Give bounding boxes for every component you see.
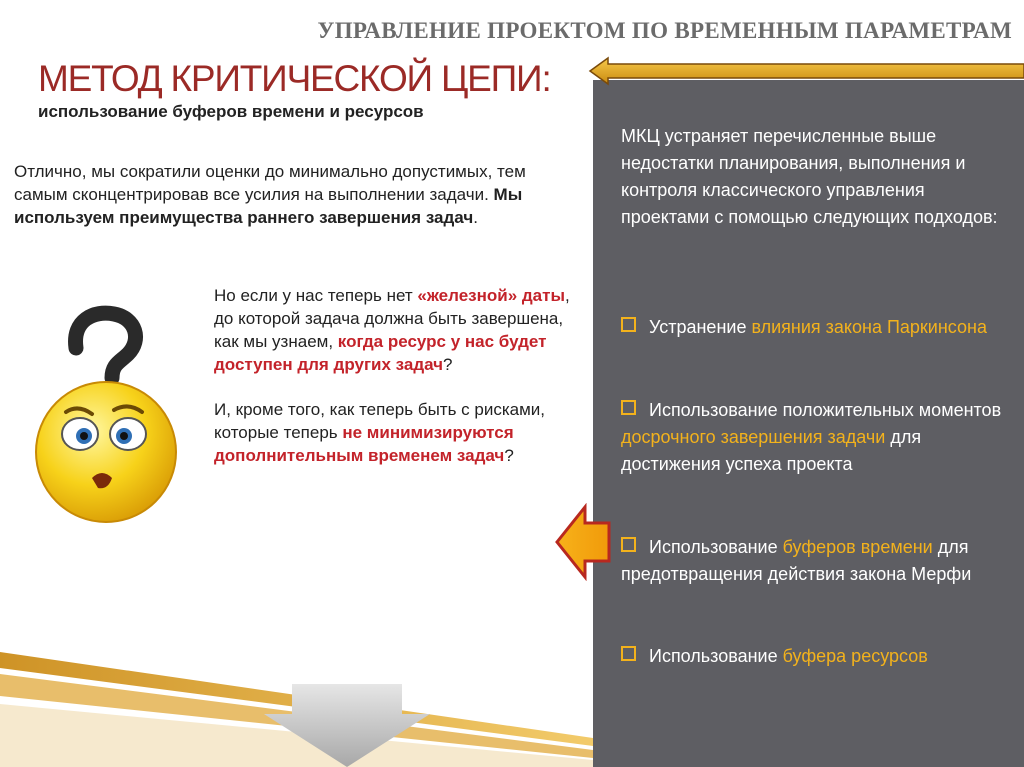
arrow-down-icon <box>262 684 432 767</box>
approaches-panel <box>593 80 1024 767</box>
approach-item-3: Использование буферов времени для предотвращения действия закона Мерфи <box>621 537 972 584</box>
approach-item-2: Использование положительных моментов досрочного завершения задачи для достижения успеха проекта <box>621 400 1002 474</box>
slide-header-title: УПРАВЛЕНИЕ ПРОЕКТОМ ПО ВРЕМЕННЫМ ПАРАМЕТРАМ <box>317 18 1012 43</box>
checkbox-bullet-icon <box>621 537 636 552</box>
question-block <box>214 284 574 489</box>
arrow-left-icon <box>588 56 1024 86</box>
checkbox-bullet-icon <box>621 317 636 332</box>
question-paragraph-2: И, кроме того, как теперь быть с рисками, которые теперь не минимизируются дополнительным временем задач? <box>214 400 545 465</box>
question1-highlight-1: «железной» даты <box>417 286 565 305</box>
page-title: МЕТОД КРИТИЧЕСКОЙ ЦЕПИ: <box>38 58 551 99</box>
item-4-text: Использование <box>649 646 783 666</box>
intro-paragraph: Отлично, мы сократили оценки до минимально допустимых, тем самым сконцентрировав все усилия на выполнении задачи. Мы используем преимущества раннего завершения задач. <box>14 162 526 227</box>
approach-item-4 <box>621 643 1016 670</box>
item-1-text: Устранение <box>649 317 752 337</box>
item-1-highlight: влияния закона Паркинсона <box>751 317 987 337</box>
confused-smiley-icon <box>28 300 188 530</box>
question-paragraph-1: Но если у нас теперь нет «железной» даты, до которой задача должна быть завершена, как мы узнаем, когда ресурс у нас будет доступен для других задач? <box>214 286 570 374</box>
approach-item-1 <box>621 314 1016 341</box>
intro-bold-text: Мы используем преимущества раннего завершения задач <box>14 185 523 227</box>
item-4-highlight: буфера ресурсов <box>782 646 928 666</box>
question1-highlight-2: когда ресурс у нас будет доступен для других задач <box>214 332 547 374</box>
checkbox-bullet-icon <box>621 400 636 415</box>
item-2-text: Использование положительных моментов <box>649 400 1002 420</box>
item-3-text: Использование <box>649 537 783 557</box>
item-3-highlight: буферов времени <box>782 537 933 557</box>
arrow-left-icon <box>555 503 611 581</box>
panel-intro-text: МКЦ устраняет перечисленные выше недостатки планирования, выполнения и контроля классического управления проектами с помощью следующих подходов: <box>621 126 998 227</box>
question2-highlight: не минимизируются дополнительным временем задач <box>214 423 514 465</box>
item-2-highlight: досрочного завершения задачи <box>621 427 886 447</box>
page-subtitle: использование буферов времени и ресурсов <box>38 102 424 121</box>
checkbox-bullet-icon <box>621 646 636 661</box>
